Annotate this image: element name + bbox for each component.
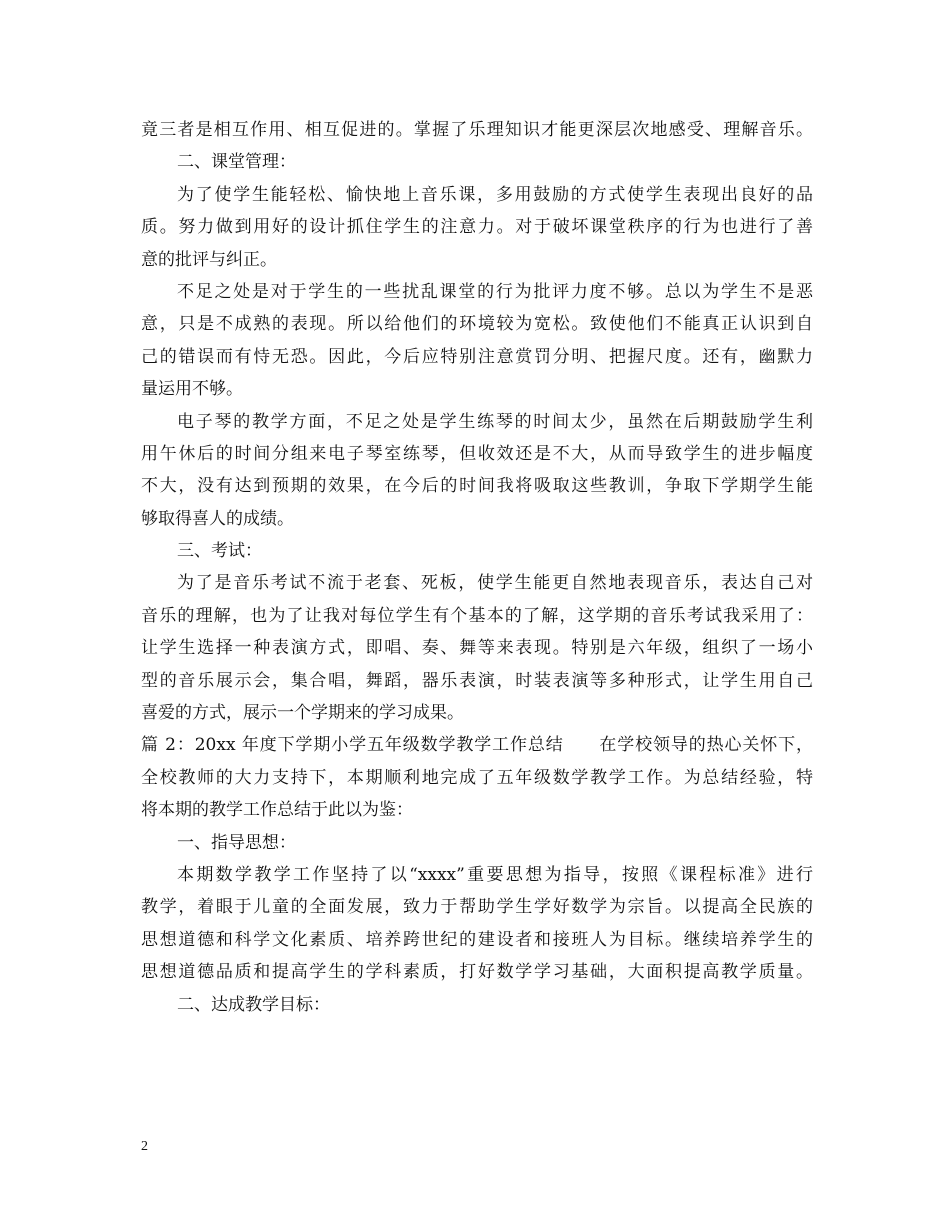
text-line: 型的音乐展示会，集合唱，舞蹈，器乐表演，时装表演等多种形式，让学生用自己 — [141, 670, 813, 691]
text-line: 教学，着眼于儿童的全面发展，致力于帮助学生学好数学为宗旨。以提高全民族的 — [141, 897, 813, 918]
text-line: 量运用不够。 — [141, 379, 243, 400]
text-line: 质。努力做到用好的设计抓住学生的注意力。对于破坏课堂秩序的行为也进行了善 — [141, 217, 813, 238]
paragraph-line: 本期数学教学工作坚持了以“xxxx”重要思想为指导，按照《课程标准》进行 — [177, 864, 813, 885]
text-line: 喜爱的方式，展示一个学期来的学习成果。 — [141, 703, 464, 724]
section-heading: 二、达成教学目标： — [177, 994, 330, 1015]
text-line: 己的错误而有恃无恐。因此，今后应特别注意赏罚分明、把握尺度。还有，幽默力 — [141, 346, 813, 367]
section-heading: 一、指导思想： — [177, 832, 296, 853]
text-line: 竟三者是相互作用、相互促进的。掌握了乐理知识才能更深层次地感受、理解音乐。 — [141, 120, 813, 140]
text-line: 用午休后的时间分组来电子琴室练琴，但收效还是不大，从而导致学生的进步幅度 — [141, 443, 813, 464]
text-line: 意，只是不成熟的表现。所以给他们的环境较为宽松。致使他们不能真正认识到自 — [141, 314, 813, 335]
text-line: 音乐的理解，也为了让我对每位学生有个基本的了解，这学期的音乐考试我采用了： — [141, 605, 813, 626]
page-number: 2 — [141, 1139, 148, 1154]
paragraph-line: 为了使学生能轻松、愉快地上音乐课，多用鼓励的方式使学生表现出良好的品 — [177, 184, 813, 205]
text-line: 意的批评与纠正。 — [141, 249, 277, 270]
text-line: 让学生选择一种表演方式，即唱、奏、舞等来表现。特别是六年级，组织了一场小 — [141, 638, 813, 659]
text-line: 全校教师的大力支持下，本期顺利地完成了五年级数学教学工作。为总结经验，特 — [141, 767, 813, 788]
paragraph-line: 电子琴的教学方面，不足之处是学生练琴的时间太少，虽然在后期鼓励学生利 — [177, 411, 813, 432]
section-heading: 三、考试： — [177, 541, 262, 562]
text-line: 思想道德和科学文化素质、培养跨世纪的建设者和接班人为目标。继续培养学生的 — [141, 929, 813, 950]
paragraph-line: 为了是音乐考试不流于老套、死板，使学生能更自然地表现音乐，表达自己对 — [177, 573, 813, 594]
article-title-line: 篇 2：20xx 年度下学期小学五年级数学教学工作总结 在学校领导的热心关怀下， — [141, 735, 813, 756]
text-line: 够取得喜人的成绩。 — [141, 508, 294, 529]
paragraph-line: 不足之处是对于学生的一些扰乱课堂的行为批评力度不够。总以为学生不是恶 — [177, 281, 813, 302]
text-line: 将本期的教学工作总结于此以为鉴： — [141, 800, 413, 821]
text-line: 不大，没有达到预期的效果，在今后的时间我将吸取这些教训，争取下学期学生能 — [141, 476, 813, 497]
document-body — [141, 114, 813, 1021]
text-line: 思想道德品质和提高学生的学科素质，打好数学学习基础，大面积提高教学质量。 — [141, 962, 813, 983]
section-heading: 二、课堂管理： — [177, 152, 296, 173]
